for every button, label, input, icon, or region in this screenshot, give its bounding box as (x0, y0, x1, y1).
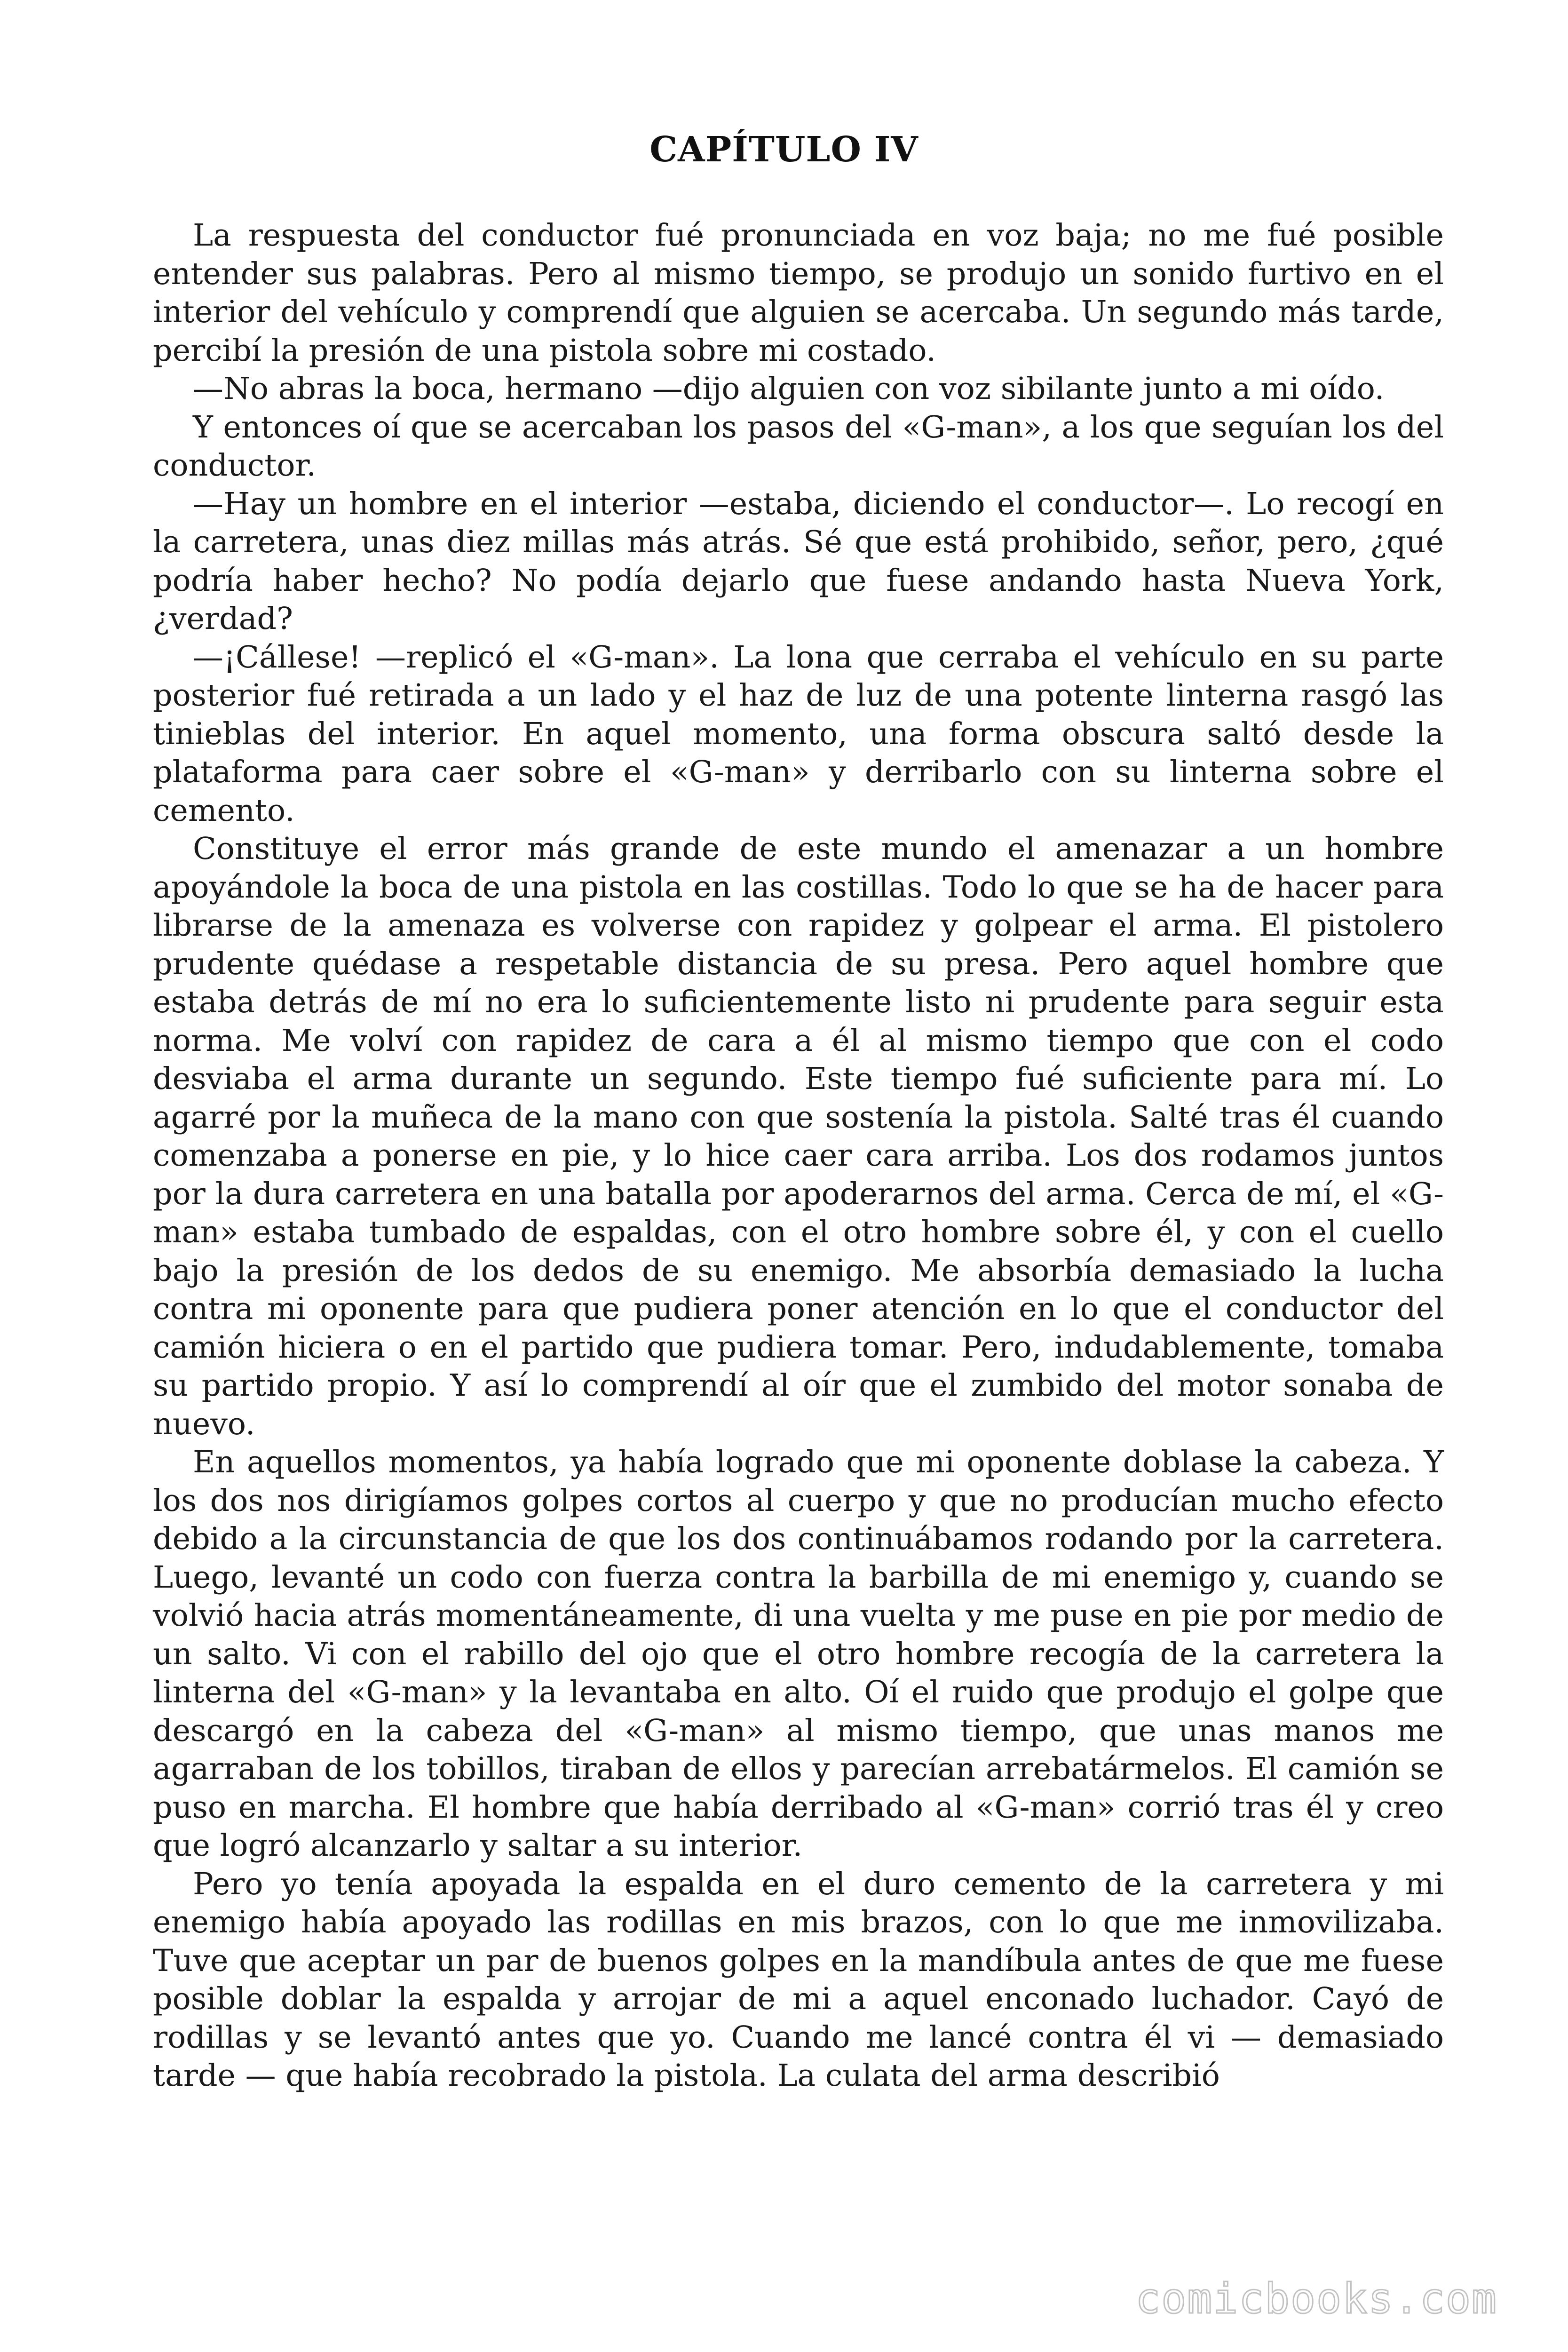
chapter-title: CAPÍTULO IV (649, 129, 919, 170)
paragraph: —¡Cállese! —replicó el «G-man». La lona que cerraba el vehículo en su parte posterior fué retirada a un lado y el haz de luz de una potente linterna rasgó las tinieblas del interior. En aquel momento, una forma obscura saltó desde la plataforma para caer sobre el «G-man» y derribarlo con su linterna sobre el cemento. (153, 639, 1444, 828)
paragraph: —Hay un hombre en el interior —estaba, diciendo el conductor—. Lo recogí en la carretera, unas diez millas más atrás. Sé que está prohibido, señor, pero, ¿qué podría haber hecho? No podía dejarlo que fuese andando hasta Nueva York, ¿verdad? (153, 486, 1444, 636)
paragraph: La respuesta del conductor fué pronunciada en voz baja; no me fué posible entender sus palabras. Pero al mismo tiempo, se produjo un sonido furtivo en el interior del vehículo y comprendí que alguien se acercaba. Un segundo más tarde, percibí la presión de una pistola sobre mi costado. (153, 218, 1444, 368)
chapter-body (153, 216, 1444, 2095)
watermark: comicbooks.com (1135, 2274, 1497, 2323)
paragraph: Pero yo tenía apoyada la espalda en el duro cemento de la carretera y mi enemigo había apoyado las rodillas en mis brazos, con lo que me inmovilizaba. Tuve que aceptar un par de buenos golpes en la mandíbula antes de que me fuese posible doblar la espalda y arrojar de mi a aquel enconado luchador. Cayó de rodillas y se levantó antes que yo. Cuando me lancé contra él vi — demasiado tarde — que había recobrado la pistola. La culata del arma describió (153, 1866, 1444, 2093)
paragraph: —No abras la boca, hermano —dijo alguien con voz sibilante junto a mi oído. (193, 371, 1385, 406)
paragraph: Y entonces oí que se acercaban los pasos del «G-man», a los que seguían los del conductor. (153, 409, 1444, 483)
paragraph: En aquellos momentos, ya había logrado que mi oponente doblase la cabeza. Y los dos nos dirigíamos golpes cortos al cuerpo y que no producían mucho efecto debido a la circunstancia de que los dos continuábamos rodando por la carretera. Luego, levanté un codo con fuerza contra la barbilla de mi enemigo y, cuando se volvió hacia atrás momentáneamente, di una vuelta y me puse en pie por medio de un salto. Vi con el rabillo del ojo que el otro hombre recogía de la carretera la linterna del «G-man» y la levantaba en alto. Oí el ruido que produjo el golpe que descargó en la cabeza del «G-man» al mismo tiempo, que unas manos me agarraban de los tobillos, tiraban de ellos y parecían arrebatármelos. El camión se puso en marcha. El hombre que había derribado al «G-man» corrió tras él y creo que logró alcanzarlo y saltar a su interior. (153, 1445, 1444, 1863)
paragraph: Constituye el error más grande de este mundo el amenazar a un hombre apoyándole la boca de una pistola en las costillas. Todo lo que se ha de hacer para librarse de la amenaza es volverse con rapidez y golpear el arma. El pistolero prudente quédase a respetable distancia de su presa. Pero aquel hombre que estaba detrás de mí no era lo suficientemente listo ni prudente para seguir esta norma. Me volví con rapidez de cara a él al mismo tiempo que con el codo desviaba el arma durante un segundo. Este tiempo fué suficiente para mí. Lo agarré por la muñeca de la mano con que sostenía la pistola. Salté tras él cuando comenzaba a ponerse en pie, y lo hice caer cara arriba. Los dos rodamos juntos por la dura carretera en una batalla por apoderarnos del arma. Cerca de mí, el «G-man» estaba tumbado de espaldas, con el otro hombre sobre él, y con el cuello bajo la presión de los dedos de su enemigo. Me absorbía demasiado la lucha contra mi oponente para que pudiera poner atención en lo que el conductor del camión hiciera o en el partido que pudiera tomar. Pero, indudablemente, tomaba su partido propio. Y así lo comprendí al oír que el zumbido del motor sonaba de nuevo. (153, 831, 1444, 1442)
